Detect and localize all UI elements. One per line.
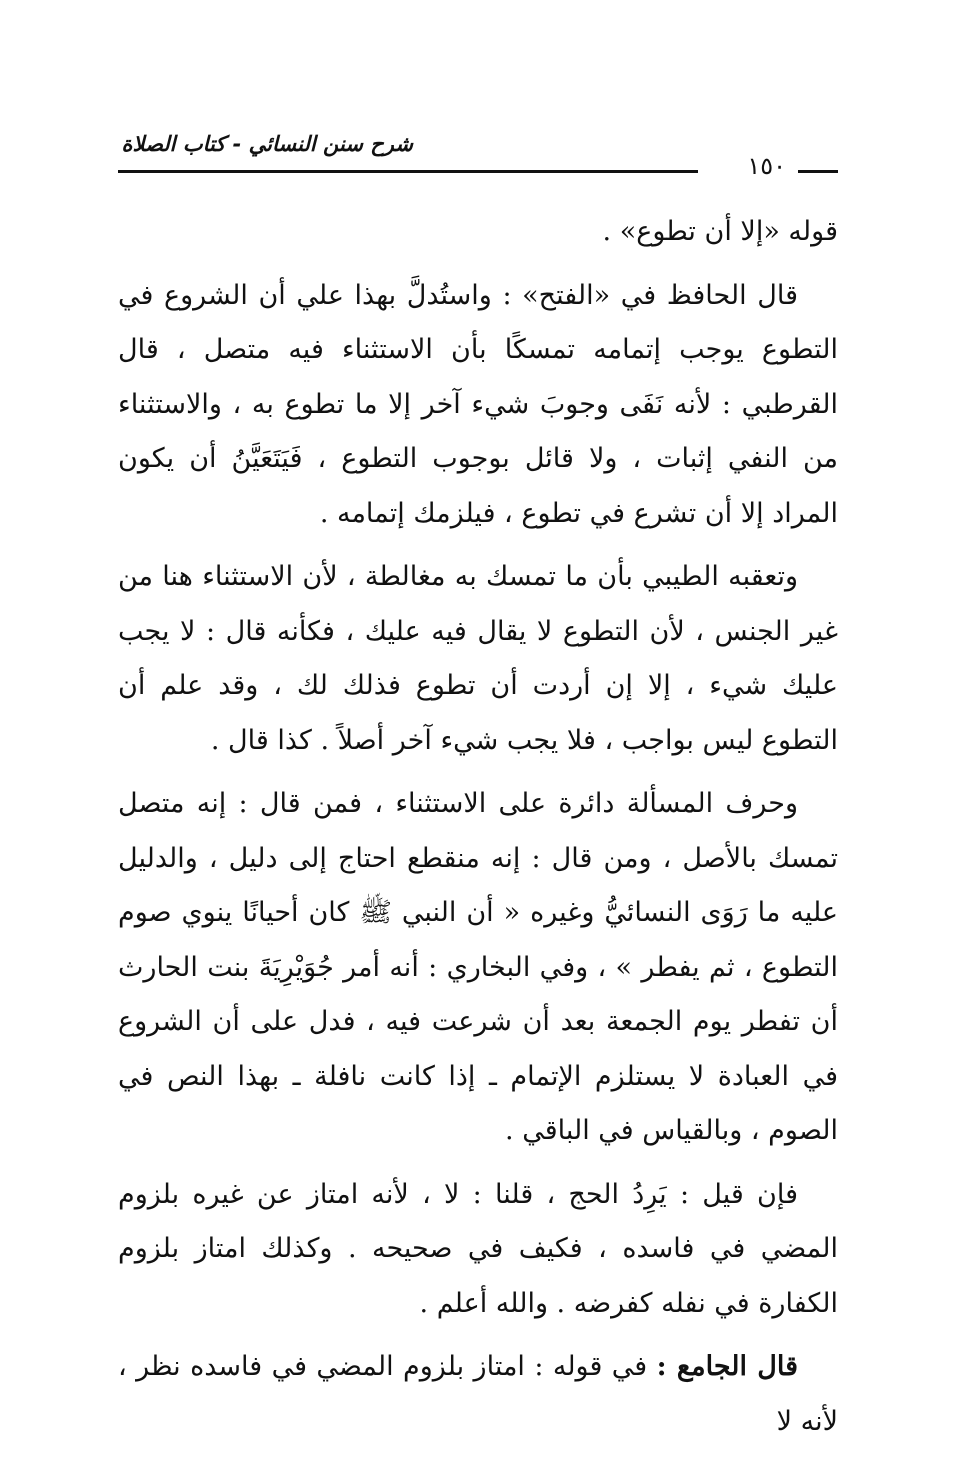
body-text (118, 205, 838, 1458)
running-header (118, 120, 838, 190)
jami-text: في قوله : امتاز بلزوم المضي في فاسده نظر ، لأنه لا (118, 1351, 838, 1437)
header-rule (118, 170, 698, 173)
paragraph-2: قال الحافظ في «الفتح» : واستُدلَّ بهذا علي أن الشروع في التطوع يوجب إتمامه تمسكًا بأن الاستثناء فيه متصل ، قال القرطبي : لأنه نَفَى وجوبَ شيء آخر إلا ما تطوع به ، والاستثناء من النفي إثبات ، ولا قائل بوجوب التطوع ، فَيَتَعَيَّنُ أن يكون المراد إلا أن تشرع في تطوع ، فيلزمك إتمامه . (118, 279, 838, 529)
header-title: شرح سنن النسائي - كتاب الصلاة (121, 132, 413, 156)
paragraph-5: فإن قيل : يَرِدُ الحج ، قلنا : لا ، لأنه امتاز عن غيره بلزوم المضي في فاسده ، فكيف في صحيحه . وكذلك امتاز بلزوم الكفارة في نفله كفرضه . والله أعلم . (118, 1178, 838, 1319)
paragraph-1: قوله «إلا أن تطوع» . (602, 216, 838, 247)
jami-lead: قال الجامع : (656, 1351, 799, 1382)
header-rule-short (798, 170, 838, 173)
page-number: ١٥٠ (747, 152, 786, 180)
paragraph-3: وتعقبه الطيبي بأن ما تمسك به مغالطة ، لأن الاستثناء هنا من غير الجنس ، لأن التطوع لا يقال فيه عليك ، فكأنه قال : لا يجب عليك شيء ، إلا إن أردت أن تطوع فذلك لك ، وقد علم أن التطوع ليس بواجب ، فلا يجب شيء آخر أصلاً . كذا قال . (118, 561, 838, 756)
paragraph-4: وحرف المسألة دائرة على الاستثناء ، فمن قال : إنه متصل تمسك بالأصل ، ومن قال : إنه منقطع احتاج إلى دليل ، والدليل عليه ما رَوَى النسائيُّ وغيره « أن النبي ﷺ كان أحيانًا ينوي صوم التطوع ، ثم يفطر » ، وفي البخاري : أنه أمر جُوَيْرِيَةَ بنت الحارث أن تفطر يوم الجمعة بعد أن شرعت فيه ، فدل على أن الشروع في العبادة لا يستلزم الإتمام ـ إذا كانت نافلة ـ بهذا النص في الصوم ، وبالقياس في الباقي . (118, 788, 838, 1146)
paragraph-6 (118, 1340, 838, 1449)
